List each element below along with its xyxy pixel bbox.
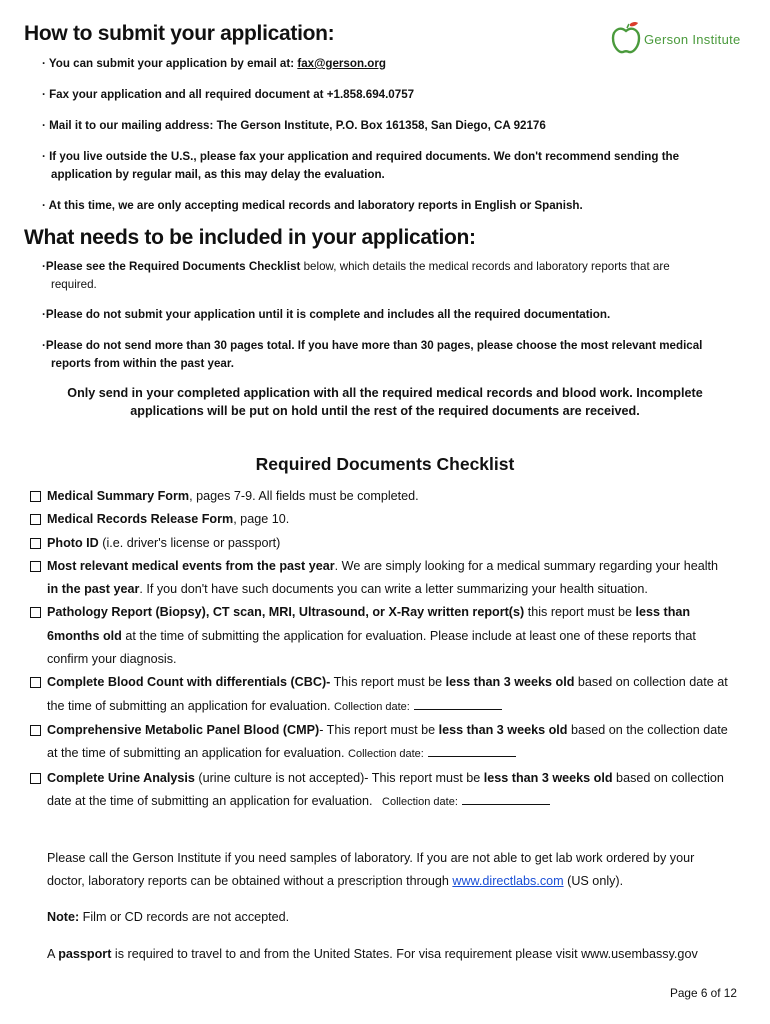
checkbox-urine[interactable]: [30, 773, 41, 784]
checklist-item-release: [30, 508, 750, 531]
checklist-title: Required Documents Checklist: [255, 454, 515, 474]
checklist-cmp-rest: - This report must be: [319, 722, 439, 737]
include-checklist-bold: ·Please see the Required Documents Checklist: [42, 260, 301, 273]
submit-outside-line2: application by regular mail, as this may delay the evaluation.: [51, 168, 385, 181]
checklist-urine-rest2: based on collection: [612, 770, 724, 785]
note-rest: Film or CD records are not accepted.: [79, 910, 290, 924]
checklist-photo-bold: Photo ID: [47, 535, 99, 550]
note-paragraph: [47, 906, 747, 929]
checklist-item-cbc: [30, 671, 750, 719]
checklist-cbc-rest3: the time of submitting an application for evaluation.: [47, 698, 331, 713]
submit-fax: · Fax your application and all required document at +1.858.694.0757: [42, 88, 415, 101]
checklist-events-bold: Most relevant medical events from the past year: [47, 558, 335, 573]
checklist-summary-bold: Medical Summary Form: [47, 489, 190, 503]
call-line1: Please call the Gerson Institute if you need samples of laboratory. If you are not able to get lab work ordered by your: [47, 851, 695, 865]
checkbox-cmp[interactable]: [30, 725, 41, 736]
checklist-item-photo: [30, 532, 750, 555]
checklist-item-summary: [30, 485, 750, 508]
submit-email: [42, 55, 742, 73]
logo-text: Gerson Institute: [644, 32, 741, 47]
include-checklist-note: [42, 258, 742, 294]
include-notice: [30, 384, 740, 420]
submit-outside: [42, 148, 742, 184]
checklist-cbc-bold2: less than 3 weeks old: [445, 675, 575, 690]
checklist-path-bold: Pathology Report (Biopsy), CT scan, MRI, Ultrasound, or X-Ray written report(s): [47, 605, 525, 620]
include-notice-line2: applications will be put on hold until the rest of the required documents are received.: [130, 404, 640, 418]
checklist-item-cmp: [30, 719, 750, 767]
passport-a: A: [47, 947, 59, 961]
checklist-events-bold2: in the past year: [47, 582, 140, 597]
submit-heading: How to submit your application:: [24, 22, 335, 45]
submit-languages: · At this time, we are only accepting medical records and laboratory reports in English or Spanish.: [42, 199, 583, 212]
checklist-cmp-rest3: at the time of submitting an application for evaluation.: [47, 746, 345, 761]
checklist-release-rest: , page 10.: [233, 512, 290, 527]
checklist-urine-bold: Complete Urine Analysis: [47, 770, 195, 785]
include-pages: [42, 337, 742, 373]
page-number: Page 6 of 12: [670, 986, 737, 1000]
directlabs-link[interactable]: www.directlabs.com: [452, 874, 564, 889]
cmp-collection-date-field[interactable]: [428, 745, 516, 757]
checklist-summary-rest: , pages 7-9. All fields must be completed.: [189, 489, 419, 503]
checklist-cbc-rest2: based on collection date at: [574, 675, 728, 690]
checklist-path-bold2: less than: [635, 605, 691, 620]
include-pages-line1: ·Please do not send more than 30 pages total. If you have more than 30 pages, please choose the most relevant medical: [42, 339, 703, 352]
checklist-item-urine: [30, 767, 750, 815]
include-pages-line2: reports from within the past year.: [51, 357, 234, 370]
urine-collection-date-field[interactable]: [462, 793, 550, 805]
cbc-collection-date-field[interactable]: [414, 698, 502, 710]
include-heading: What needs to be included in your application:: [24, 226, 476, 249]
checklist-events-rest: . We are simply looking for a medical summary regarding your health: [334, 558, 719, 573]
checklist-cbc-bold: Complete Blood Count with differentials (CBC)-: [47, 675, 331, 690]
checkbox-summary[interactable]: [30, 491, 41, 502]
passport-rest: is required to travel to and from the United States. For visa requirement please visit www.usembassy.gov: [111, 947, 698, 961]
checklist-item-events: [30, 555, 750, 602]
include-notice-line1: Only send in your completed application with all the required medical records and blood work. Incomplete: [67, 386, 703, 400]
checklist-path-rest: this report must be: [524, 605, 636, 620]
cbc-collection-label: Collection date:: [334, 700, 410, 713]
checklist-item-pathology: [30, 601, 750, 671]
checkbox-cbc[interactable]: [30, 677, 41, 688]
submit-outside-line1: · If you live outside the U.S., please fax your application and required documents. We don't recommend sending the: [42, 150, 680, 163]
cmp-collection-label: Collection date:: [348, 748, 424, 761]
include-checklist-line2: required.: [51, 278, 97, 291]
checklist-urine-rest: (urine culture is not accepted)- This report must be: [194, 770, 484, 785]
checkbox-release[interactable]: [30, 514, 41, 525]
checklist-cmp-bold2: less than 3 weeks old: [438, 722, 568, 737]
passport-bold: passport: [58, 947, 112, 961]
call-line2: doctor, laboratory reports can be obtained without a prescription through: [47, 874, 453, 889]
submit-mail: · Mail it to our mailing address: The Gerson Institute, P.O. Box 161358, San Diego, CA 92176: [42, 119, 546, 132]
call-tail: (US only).: [563, 874, 624, 889]
include-checklist-rest: below, which details the medical records and laboratory reports that are: [300, 260, 670, 273]
checklist-cmp-bold: Comprehensive Metabolic Panel Blood (CMP): [47, 722, 320, 737]
include-complete: ·Please do not submit your application until it is complete and includes all the required documentation.: [42, 308, 611, 321]
checkbox-events[interactable]: [30, 561, 41, 572]
checklist-cmp-rest2: based on the collection date: [567, 722, 728, 737]
passport-paragraph: [47, 943, 747, 966]
submit-email-text: · You can submit your application by email at:: [42, 57, 298, 70]
gerson-logo: [610, 20, 760, 60]
checklist-release-bold: Medical Records Release Form: [47, 512, 234, 527]
checkbox-pathology[interactable]: [30, 607, 41, 618]
checkbox-photo[interactable]: [30, 538, 41, 549]
call-paragraph: [47, 847, 747, 894]
email-link[interactable]: fax@gerson.org: [297, 57, 386, 70]
apple-logo-icon: [610, 20, 642, 60]
checklist: [30, 485, 750, 814]
checklist-cbc-rest: This report must be: [330, 675, 446, 690]
checklist-path-rest3: confirm your diagnosis.: [47, 652, 177, 667]
checklist-path-rest2: at the time of submitting the application for evaluation. Please include at least one of these reports that: [121, 628, 696, 643]
note-bold: Note:: [47, 910, 80, 924]
checklist-photo-rest: (i.e. driver's license or passport): [98, 535, 281, 550]
checklist-urine-rest3: date at the time of submitting an application for evaluation.: [47, 793, 373, 808]
checklist-path-bold3: 6months old: [47, 628, 122, 643]
checklist-events-rest2: . If you don't have such documents you can write a letter summarizing your health situation.: [139, 582, 648, 597]
urine-collection-label: Collection date:: [382, 795, 458, 808]
checklist-urine-bold2: less than 3 weeks old: [483, 770, 613, 785]
